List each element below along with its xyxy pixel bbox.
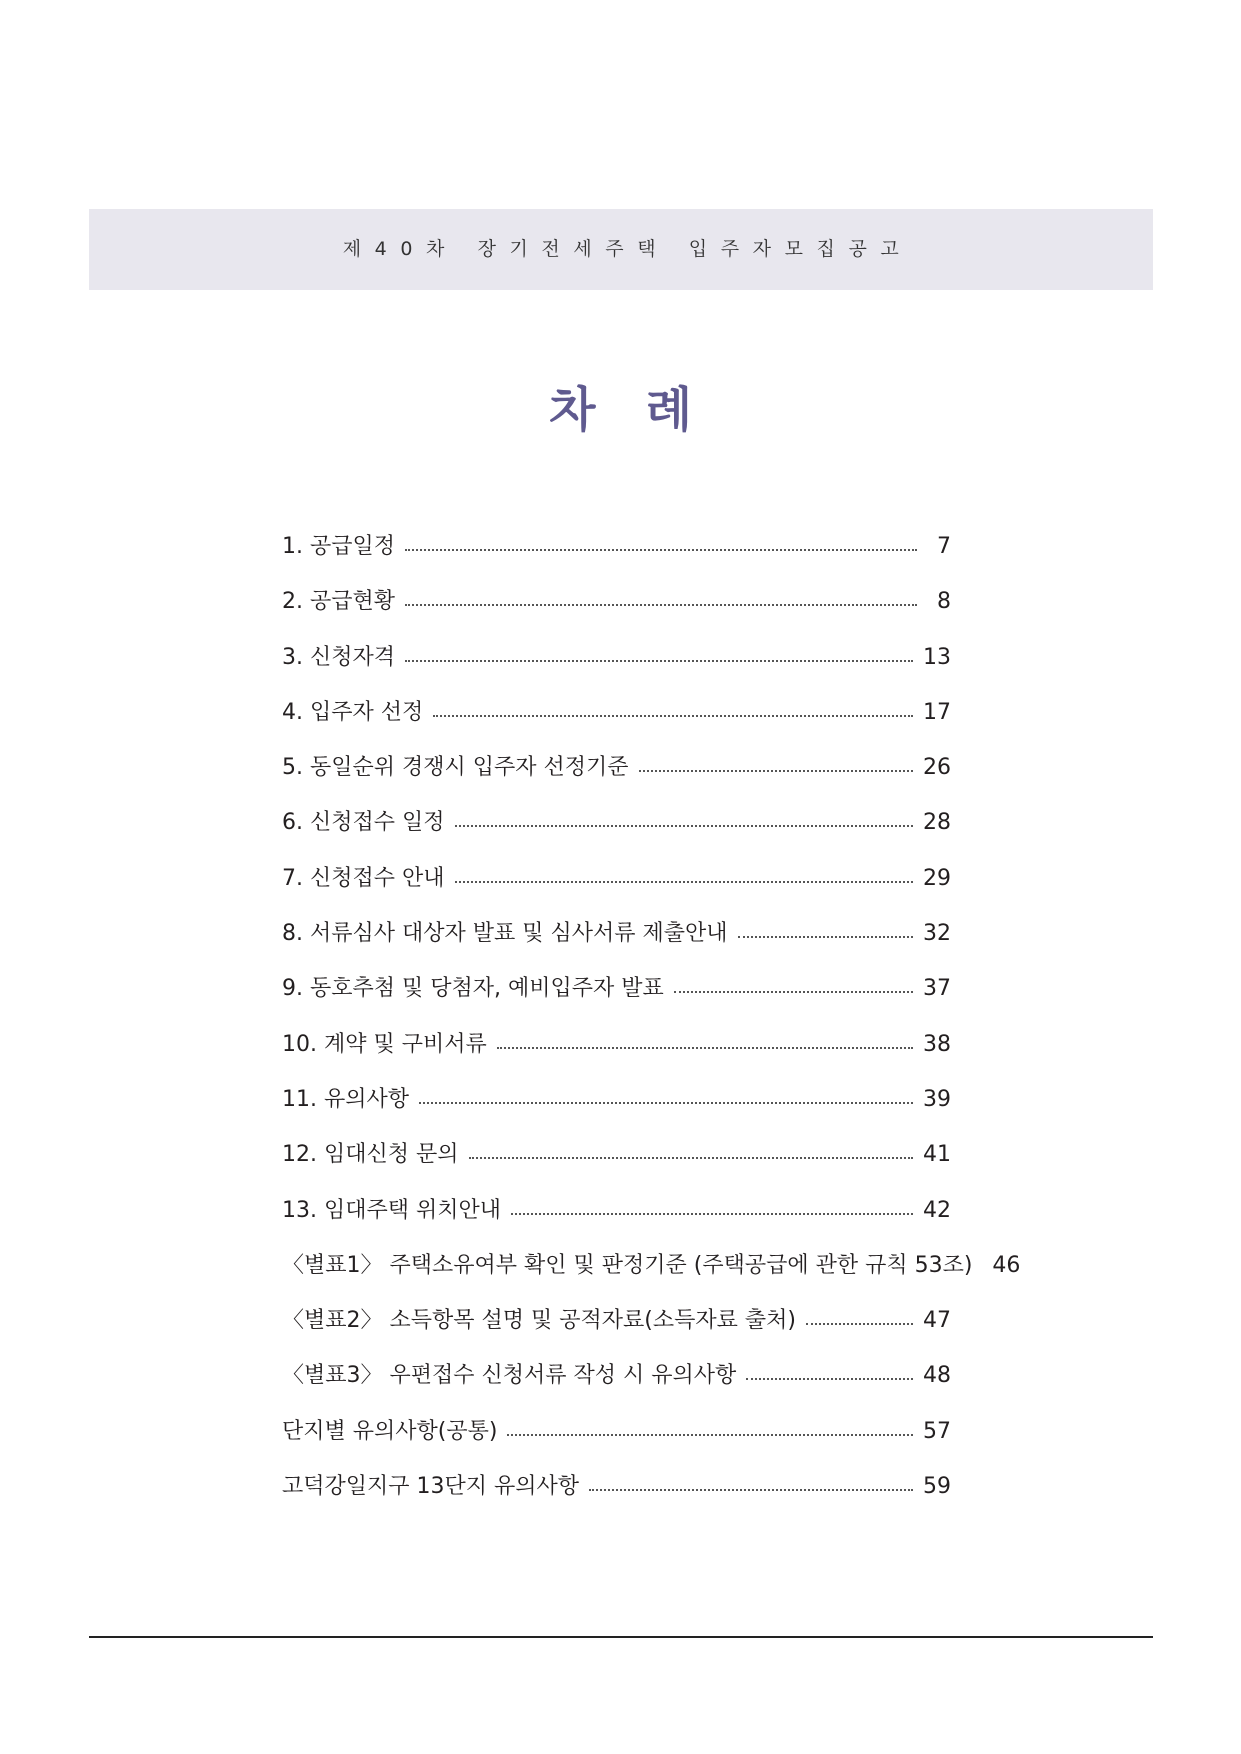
toc-entry[interactable] <box>282 750 951 805</box>
toc-leader-dots <box>405 660 913 662</box>
toc-entry-label: 7. 신청접수 안내 <box>282 865 445 891</box>
toc-entry[interactable] <box>282 1027 951 1082</box>
toc-leader-dots <box>806 1323 913 1325</box>
toc-entry-label: 고덕강일지구 13단지 유의사항 <box>282 1474 580 1500</box>
toc-entry-label: 9. 동호추첨 및 당첨자, 예비입주자 발표 <box>282 976 664 1002</box>
footer-rule <box>89 1636 1153 1638</box>
toc-list <box>282 529 1021 1524</box>
toc-entry[interactable] <box>282 805 951 860</box>
toc-entry-label: 4. 입주자 선정 <box>282 699 424 725</box>
toc-leader-dots <box>738 936 914 938</box>
toc-entry[interactable] <box>282 1137 951 1192</box>
toc-entry-label: 5. 동일순위 경쟁시 입주자 선정기준 <box>282 755 629 781</box>
toc-leader-dots <box>455 881 914 883</box>
toc-entry-page: 42 <box>923 1197 951 1223</box>
toc-entry-page: 29 <box>923 865 951 891</box>
toc-entry[interactable] <box>282 640 951 695</box>
toc-title: 차 례 <box>549 382 692 438</box>
toc-entry[interactable] <box>282 971 951 1026</box>
toc-entry-label: 12. 임대신청 문의 <box>282 1142 459 1168</box>
toc-entry[interactable] <box>282 861 951 916</box>
toc-entry-page: 37 <box>923 976 951 1002</box>
toc-entry-page: 13 <box>923 644 951 670</box>
toc-leader-dots <box>674 991 913 993</box>
toc-entry[interactable] <box>282 1082 951 1137</box>
toc-entry-page: 59 <box>923 1474 951 1500</box>
toc-entry[interactable] <box>282 695 951 750</box>
toc-entry-label: 1. 공급일정 <box>282 534 395 559</box>
toc-entry-page: 41 <box>923 1142 951 1168</box>
toc-entry-label: 13. 임대주택 위치안내 <box>282 1197 501 1223</box>
toc-leader-dots <box>746 1378 913 1380</box>
toc-entry-page: 7 <box>937 534 951 559</box>
toc-entry[interactable] <box>282 584 951 639</box>
toc-leader-dots <box>433 715 913 717</box>
toc-entry[interactable] <box>282 529 951 584</box>
toc-entry-page: 47 <box>923 1308 951 1334</box>
toc-leader-dots <box>639 770 914 772</box>
toc-entry-page: 38 <box>923 1031 951 1057</box>
toc-entry-page: 32 <box>923 921 951 947</box>
header-band <box>89 209 1153 290</box>
toc-entry[interactable] <box>282 1248 1021 1303</box>
toc-leader-dots <box>511 1213 913 1215</box>
toc-entry-page: 39 <box>923 1086 951 1112</box>
toc-entry-label: 2. 공급현황 <box>282 589 395 615</box>
toc-entry-page: 26 <box>923 755 951 781</box>
toc-entry-page: 8 <box>937 589 951 615</box>
toc-entry-page: 28 <box>923 810 951 836</box>
toc-leader-dots <box>405 604 917 606</box>
toc-entry[interactable] <box>282 1193 951 1248</box>
toc-entry[interactable] <box>282 1469 951 1524</box>
toc-entry-label: 단지별 유의사항(공통) <box>282 1418 498 1444</box>
toc-entry-page: 57 <box>923 1418 951 1444</box>
toc-entry-label: 〈별표2〉 소득항목 설명 및 공적자료(소득자료 출처) <box>282 1308 796 1334</box>
toc-leader-dots <box>507 1434 913 1436</box>
toc-entry-label: 3. 신청자격 <box>282 644 395 670</box>
toc-leader-dots <box>497 1047 913 1049</box>
toc-entry-page: 46 <box>992 1252 1021 1278</box>
toc-leader-dots <box>589 1489 913 1491</box>
toc-entry-label: 〈별표3〉 우편접수 신청서류 작성 시 유의사항 <box>282 1363 737 1389</box>
toc-leader-dots <box>469 1157 914 1159</box>
toc-entry-label: 10. 계약 및 구비서류 <box>282 1031 487 1057</box>
toc-entry[interactable] <box>282 1358 951 1413</box>
toc-entry-label: 6. 신청접수 일정 <box>282 810 445 836</box>
toc-entry-page: 48 <box>923 1363 951 1389</box>
toc-leader-dots <box>405 549 917 551</box>
toc-entry[interactable] <box>282 1414 951 1469</box>
toc-entry[interactable] <box>282 1303 951 1358</box>
toc-entry-label: 〈별표1〉 주택소유여부 확인 및 판정기준 (주택공급에 관한 규칙 53조) <box>282 1252 973 1278</box>
document-header-title: 제 4 0 차 장 기 전 세 주 택 입 주 자 모 집 공 고 <box>342 238 900 260</box>
toc-entry-page: 17 <box>923 699 951 725</box>
toc-entry[interactable] <box>282 916 951 971</box>
toc-entry-label: 11. 유의사항 <box>282 1086 409 1112</box>
toc-leader-dots <box>455 825 914 827</box>
toc-leader-dots <box>419 1102 913 1104</box>
toc-entry-label: 8. 서류심사 대상자 발표 및 심사서류 제출안내 <box>282 921 728 947</box>
